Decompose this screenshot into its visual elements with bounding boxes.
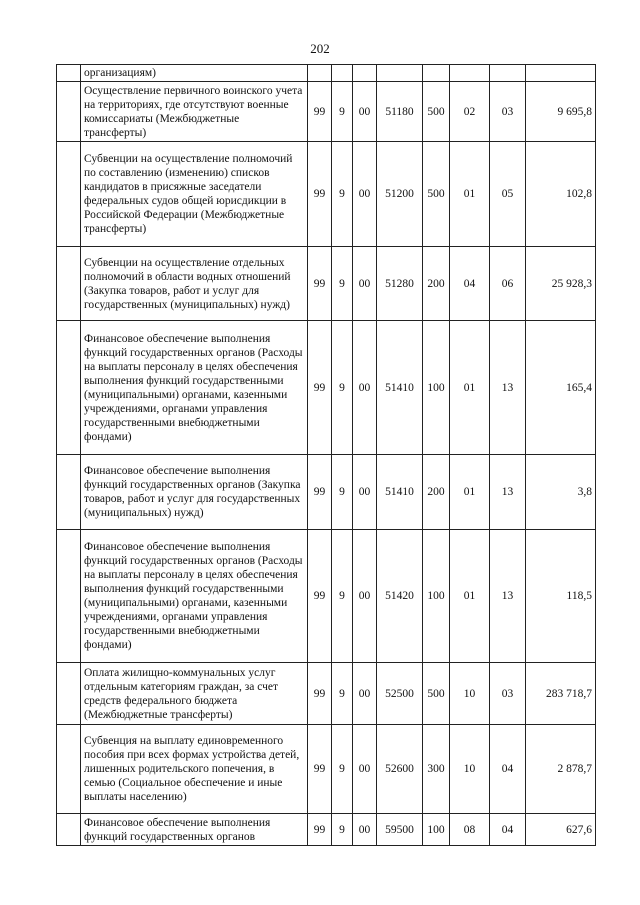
subprogram-cell bbox=[332, 65, 353, 82]
subprogram-cell: 9 bbox=[332, 725, 353, 814]
expense-type-cell: 500 bbox=[423, 82, 450, 142]
group-cell: 00 bbox=[353, 455, 377, 530]
table-row bbox=[57, 82, 596, 142]
program-cell: 99 bbox=[308, 142, 332, 247]
table-row bbox=[57, 65, 596, 82]
amount-cell: 627,6 bbox=[526, 814, 596, 846]
row-index-cell bbox=[57, 321, 81, 455]
subsection-cell bbox=[490, 65, 526, 82]
expense-type-cell: 100 bbox=[423, 530, 450, 663]
table-row bbox=[57, 663, 596, 725]
table-row bbox=[57, 725, 596, 814]
subsection-cell: 13 bbox=[490, 321, 526, 455]
description-cell: Финансовое обеспечение выполнения функций государственных органов (Расходы на выплаты персоналу в целях обеспечения выполнения функций государственными (муниципальными) органами, казенными учреждениями, органами управления государственными внебюджетными фондами) bbox=[81, 321, 308, 455]
table-row bbox=[57, 455, 596, 530]
group-cell bbox=[353, 65, 377, 82]
target-cell: 51180 bbox=[377, 82, 423, 142]
target-cell: 59500 bbox=[377, 814, 423, 846]
subsection-cell: 13 bbox=[490, 455, 526, 530]
subprogram-cell: 9 bbox=[332, 814, 353, 846]
row-index-cell bbox=[57, 142, 81, 247]
budget-table-body bbox=[57, 65, 596, 846]
subsection-cell: 03 bbox=[490, 82, 526, 142]
subsection-cell: 04 bbox=[490, 725, 526, 814]
subprogram-cell: 9 bbox=[332, 663, 353, 725]
description-cell: Субвенции на осуществление отдельных полномочий в области водных отношений (Закупка товаров, работ и услуг для государственных (муниципальных) нужд) bbox=[81, 247, 308, 321]
program-cell: 99 bbox=[308, 663, 332, 725]
program-cell: 99 bbox=[308, 82, 332, 142]
table-row bbox=[57, 814, 596, 846]
group-cell: 00 bbox=[353, 814, 377, 846]
budget-table bbox=[56, 64, 596, 846]
subsection-cell: 04 bbox=[490, 814, 526, 846]
expense-type-cell: 500 bbox=[423, 663, 450, 725]
program-cell: 99 bbox=[308, 247, 332, 321]
section-cell: 08 bbox=[450, 814, 490, 846]
group-cell: 00 bbox=[353, 725, 377, 814]
program-cell: 99 bbox=[308, 725, 332, 814]
page-number: 202 bbox=[310, 41, 330, 56]
target-cell: 52600 bbox=[377, 725, 423, 814]
amount-cell: 3,8 bbox=[526, 455, 596, 530]
section-cell: 02 bbox=[450, 82, 490, 142]
description-cell: Субвенции на осуществление полномочий по составлению (изменению) списков кандидатов в присяжные заседатели федеральных судов общей юрисдикции в Российской Федерации (Межбюджетные трансферты) bbox=[81, 142, 308, 247]
subprogram-cell: 9 bbox=[332, 82, 353, 142]
target-cell: 51420 bbox=[377, 530, 423, 663]
group-cell: 00 bbox=[353, 530, 377, 663]
row-index-cell bbox=[57, 65, 81, 82]
program-cell: 99 bbox=[308, 814, 332, 846]
program-cell bbox=[308, 65, 332, 82]
description-cell: Финансовое обеспечение выполнения функций государственных органов (Расходы на выплаты персоналу в целях обеспечения выполнения функций государственными (муниципальными) органами, казенными учреждениями, органами управления государственными внебюджетными фондами) bbox=[81, 530, 308, 663]
amount-cell: 9 695,8 bbox=[526, 82, 596, 142]
section-cell: 04 bbox=[450, 247, 490, 321]
target-cell bbox=[377, 65, 423, 82]
target-cell: 51280 bbox=[377, 247, 423, 321]
subsection-cell: 05 bbox=[490, 142, 526, 247]
subsection-cell: 13 bbox=[490, 530, 526, 663]
target-cell: 51410 bbox=[377, 455, 423, 530]
subsection-cell: 03 bbox=[490, 663, 526, 725]
row-index-cell bbox=[57, 82, 81, 142]
expense-type-cell: 300 bbox=[423, 725, 450, 814]
subprogram-cell: 9 bbox=[332, 321, 353, 455]
section-cell: 01 bbox=[450, 530, 490, 663]
amount-cell: 25 928,3 bbox=[526, 247, 596, 321]
expense-type-cell bbox=[423, 65, 450, 82]
amount-cell: 283 718,7 bbox=[526, 663, 596, 725]
group-cell: 00 bbox=[353, 663, 377, 725]
group-cell: 00 bbox=[353, 142, 377, 247]
program-cell: 99 bbox=[308, 321, 332, 455]
subprogram-cell: 9 bbox=[332, 247, 353, 321]
group-cell: 00 bbox=[353, 247, 377, 321]
group-cell: 00 bbox=[353, 321, 377, 455]
section-cell: 01 bbox=[450, 142, 490, 247]
section-cell: 01 bbox=[450, 321, 490, 455]
table-row bbox=[57, 321, 596, 455]
subprogram-cell: 9 bbox=[332, 530, 353, 663]
section-cell: 10 bbox=[450, 663, 490, 725]
subsection-cell: 06 bbox=[490, 247, 526, 321]
description-cell: Оплата жилищно-коммунальных услуг отдельным категориям граждан, за счет средств федерального бюджета (Межбюджетные трансферты) bbox=[81, 663, 308, 725]
row-index-cell bbox=[57, 725, 81, 814]
subprogram-cell: 9 bbox=[332, 142, 353, 247]
amount-cell: 165,4 bbox=[526, 321, 596, 455]
expense-type-cell: 500 bbox=[423, 142, 450, 247]
section-cell: 01 bbox=[450, 455, 490, 530]
program-cell: 99 bbox=[308, 455, 332, 530]
amount-cell: 2 878,7 bbox=[526, 725, 596, 814]
description-cell: Субвенция на выплату единовременного пособия при всех формах устройства детей, лишенных родительского попечения, в семью (Социальное обеспечение и иные выплаты населению) bbox=[81, 725, 308, 814]
section-cell: 10 bbox=[450, 725, 490, 814]
description-cell: Финансовое обеспечение выполнения функций государственных органов bbox=[81, 814, 308, 846]
description-cell: Финансовое обеспечение выполнения функций государственных органов (Закупка товаров, работ и услуг для государственных (муниципальных) нужд) bbox=[81, 455, 308, 530]
description-cell: организациям) bbox=[81, 65, 308, 82]
table-row bbox=[57, 530, 596, 663]
program-cell: 99 bbox=[308, 530, 332, 663]
row-index-cell bbox=[57, 814, 81, 846]
amount-cell: 118,5 bbox=[526, 530, 596, 663]
row-index-cell bbox=[57, 455, 81, 530]
target-cell: 51200 bbox=[377, 142, 423, 247]
expense-type-cell: 100 bbox=[423, 814, 450, 846]
expense-type-cell: 100 bbox=[423, 321, 450, 455]
amount-cell bbox=[526, 65, 596, 82]
target-cell: 52500 bbox=[377, 663, 423, 725]
row-index-cell bbox=[57, 530, 81, 663]
row-index-cell bbox=[57, 247, 81, 321]
row-index-cell bbox=[57, 663, 81, 725]
amount-cell: 102,8 bbox=[526, 142, 596, 247]
group-cell: 00 bbox=[353, 82, 377, 142]
target-cell: 51410 bbox=[377, 321, 423, 455]
description-cell: Осуществление первичного воинского учета на территориях, где отсутствуют военные комиссариаты (Межбюджетные трансферты) bbox=[81, 82, 308, 142]
section-cell bbox=[450, 65, 490, 82]
subprogram-cell: 9 bbox=[332, 455, 353, 530]
expense-type-cell: 200 bbox=[423, 455, 450, 530]
table-row bbox=[57, 142, 596, 247]
table-row bbox=[57, 247, 596, 321]
expense-type-cell: 200 bbox=[423, 247, 450, 321]
